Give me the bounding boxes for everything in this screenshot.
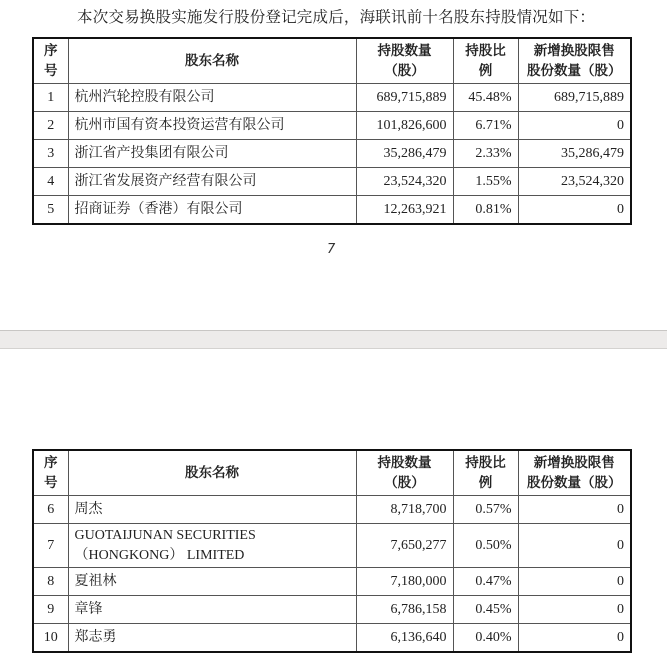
cell-shares: 7,650,277 <box>356 524 453 568</box>
cell-index: 8 <box>33 568 68 596</box>
cell-added: 35,286,479 <box>518 140 631 168</box>
cell-shares: 6,786,158 <box>356 596 453 624</box>
cell-name: 杭州市国有资本投资运营有限公司 <box>68 112 356 140</box>
cell-shares: 12,263,921 <box>356 196 453 225</box>
cell-ratio: 45.48% <box>453 84 518 112</box>
table-row <box>33 596 631 624</box>
cell-added: 0 <box>518 624 631 653</box>
cell-name: 浙江省产投集团有限公司 <box>68 140 356 168</box>
cell-index: 10 <box>33 624 68 653</box>
cell-ratio: 6.71% <box>453 112 518 140</box>
table-row <box>33 496 631 524</box>
cell-ratio: 0.81% <box>453 196 518 225</box>
cell-index: 7 <box>33 524 68 568</box>
header-shares: 持股数量 （股） <box>356 38 453 84</box>
cell-added: 0 <box>518 568 631 596</box>
cell-name: 章锋 <box>68 596 356 624</box>
cell-ratio: 0.45% <box>453 596 518 624</box>
header-ratio: 持股比 例 <box>453 450 518 496</box>
table-row <box>33 524 631 568</box>
cell-name: GUOTAIJUNAN SECURITIES （HONGKONG） LIMITED <box>68 524 356 568</box>
header-added: 新增换股限售 股份数量（股） <box>518 38 631 84</box>
header-shares: 持股数量 （股） <box>356 450 453 496</box>
cell-added: 689,715,889 <box>518 84 631 112</box>
cell-added: 0 <box>518 112 631 140</box>
table-row <box>33 568 631 596</box>
cell-name: 夏祖林 <box>68 568 356 596</box>
cell-shares: 7,180,000 <box>356 568 453 596</box>
intro-paragraph: 本次交易换股实施发行股份登记完成后，海联讯前十名股东持股情况如下： <box>77 9 596 26</box>
table-header-row <box>33 38 631 84</box>
cell-ratio: 2.33% <box>453 140 518 168</box>
table-row <box>33 168 631 196</box>
header-name: 股东名称 <box>68 38 356 84</box>
table-row <box>33 140 631 168</box>
cell-added: 23,524,320 <box>518 168 631 196</box>
shareholders-table-part2 <box>32 449 632 653</box>
table-row <box>33 196 631 225</box>
cell-name: 招商证券（香港）有限公司 <box>68 196 356 225</box>
cell-name: 杭州汽轮控股有限公司 <box>68 84 356 112</box>
cell-name: 郑志勇 <box>68 624 356 653</box>
cell-ratio: 0.50% <box>453 524 518 568</box>
cell-ratio: 0.47% <box>453 568 518 596</box>
shareholders-table-part1 <box>32 37 632 225</box>
cell-name: 周杰 <box>68 496 356 524</box>
cell-added: 0 <box>518 196 631 225</box>
cell-index: 4 <box>33 168 68 196</box>
cell-added: 0 <box>518 596 631 624</box>
header-index: 序 号 <box>33 38 68 84</box>
header-added: 新增换股限售 股份数量（股） <box>518 450 631 496</box>
table-header-row <box>33 450 631 496</box>
page-separator <box>0 330 667 349</box>
cell-shares: 8,718,700 <box>356 496 453 524</box>
table-row <box>33 624 631 653</box>
header-ratio: 持股比 例 <box>453 38 518 84</box>
cell-ratio: 0.57% <box>453 496 518 524</box>
cell-added: 0 <box>518 496 631 524</box>
cell-shares: 6,136,640 <box>356 624 453 653</box>
cell-index: 5 <box>33 196 68 225</box>
cell-index: 9 <box>33 596 68 624</box>
cell-shares: 35,286,479 <box>356 140 453 168</box>
cell-ratio: 0.40% <box>453 624 518 653</box>
cell-added: 0 <box>518 524 631 568</box>
cell-shares: 101,826,600 <box>356 112 453 140</box>
cell-shares: 23,524,320 <box>356 168 453 196</box>
page-number: 7 <box>327 242 336 257</box>
cell-index: 2 <box>33 112 68 140</box>
table-row <box>33 112 631 140</box>
cell-index: 1 <box>33 84 68 112</box>
table-row <box>33 84 631 112</box>
cell-shares: 689,715,889 <box>356 84 453 112</box>
cell-name: 浙江省发展资产经营有限公司 <box>68 168 356 196</box>
header-name: 股东名称 <box>68 450 356 496</box>
header-index: 序 号 <box>33 450 68 496</box>
cell-index: 6 <box>33 496 68 524</box>
cell-index: 3 <box>33 140 68 168</box>
cell-ratio: 1.55% <box>453 168 518 196</box>
